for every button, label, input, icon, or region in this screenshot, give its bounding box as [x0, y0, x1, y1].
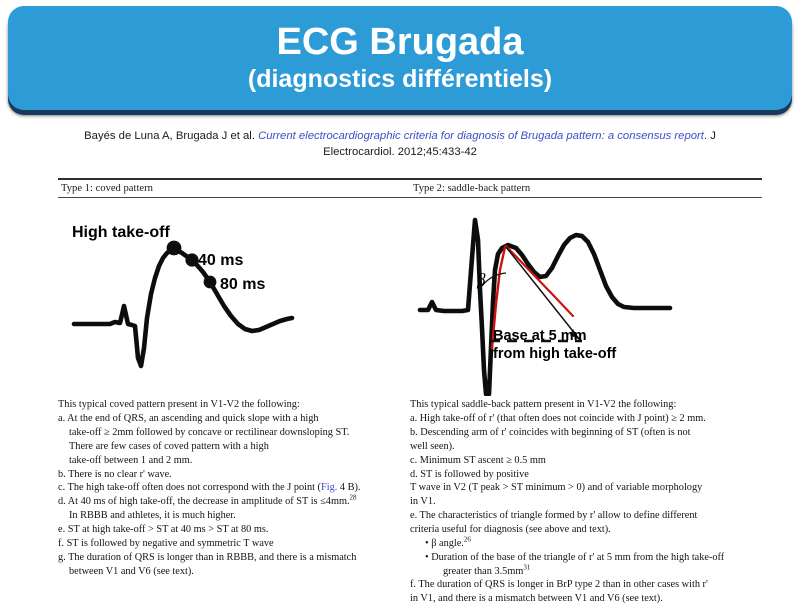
type2-ecg-svg	[410, 198, 762, 396]
type1-header: Type 1: coved pattern	[61, 183, 153, 194]
type2-ecg-trace	[420, 220, 670, 394]
left-item-b: b. There is no clear r' wave.	[58, 468, 172, 480]
right-bullet-duration2-text: greater than 3.5mm	[443, 565, 524, 577]
right-item-e2: criteria useful for diagnosis (see above and text).	[410, 523, 611, 535]
panel-type2-saddleback	[410, 198, 762, 396]
citation-source: . J Electrocardiol. 2012;45:433-42	[323, 130, 716, 159]
right-bullet-duration: • Duration of the base of the triangle of r' at 5 mm from the high take-off	[425, 551, 725, 563]
left-item-d2: In RBBB and athletes, it is much higher.	[69, 510, 236, 522]
right-item-b2: well seen).	[410, 440, 455, 452]
right-item-d3: in V1.	[410, 496, 436, 508]
right-item-f: f. The duration of QRS is longer in BrP type 2 than in other cases with r'	[410, 579, 708, 591]
citation-authors: Bayés de Luna A, Brugada J et al.	[84, 130, 259, 142]
left-item-d-text: d. At 40 ms of high take-off, the decrease in amplitude of ST is ≤4mm.	[58, 496, 350, 508]
right-bullet-duration-text: Duration of the base of the triangle of r' at 5 mm from the high take-off	[431, 551, 725, 563]
left-item-d-footnote: 28	[349, 493, 357, 502]
panel-type1-coved	[58, 198, 410, 396]
right-item-e: e. The characteristics of triangle formed by r' allow to define different	[410, 510, 698, 522]
type2-waveform-art	[410, 198, 762, 396]
left-item-d	[58, 495, 404, 509]
left-item-a3: There are few cases of coved pattern with a high	[69, 440, 269, 452]
right-criteria-column	[410, 398, 762, 606]
triangle-base-pointer	[506, 247, 580, 340]
left-item-g: g. The duration of QRS is longer than in RBBB, and there is a mismatch	[58, 551, 357, 563]
left-item-c-figlink[interactable]: Fig.	[321, 482, 338, 494]
right-item-b: b. Descending arm of r' coincides with beginning of ST (often is not	[410, 427, 691, 439]
label-high-takeoff: High take-off	[72, 224, 170, 242]
right-item-a: a. High take-off of r' (that often does not coincide with J point) ≥ 2 mm.	[410, 413, 706, 425]
left-criteria-column	[58, 398, 410, 606]
left-item-c-tail: 4 B).	[337, 482, 361, 494]
label-base-line1: Base at 5 mm	[493, 328, 587, 345]
right-item-d: d. ST is followed by positive	[410, 468, 529, 480]
label-40ms: 40 ms	[198, 252, 244, 270]
marker-high-takeoff	[167, 241, 182, 256]
type1-ecg-trace	[74, 249, 292, 366]
right-bullet-duration2-footnote: 31	[523, 563, 531, 572]
left-item-f: f. ST is followed by negative and symmetric T wave	[58, 537, 274, 549]
right-intro: This typical saddle-back pattern present in V1-V2 the following:	[410, 399, 677, 411]
marker-40ms	[185, 254, 198, 267]
left-item-c-text: c. The high take-off often does not correspond with the J point (	[58, 482, 321, 494]
left-item-a	[58, 412, 404, 426]
left-item-a4: take-off between 1 and 2 mm.	[69, 454, 193, 466]
right-bullet-beta: • β angle.$^{26}$	[425, 535, 471, 549]
marker-80ms	[204, 276, 217, 289]
page-subtitle: (diagnostics différentiels)	[247, 64, 553, 93]
triangle-descending-arm	[506, 246, 573, 316]
label-beta-angle: β	[477, 270, 486, 290]
right-bullet-beta-footnote: 26	[463, 535, 471, 544]
left-item-e: e. ST at high take-off > ST at 40 ms > ST at 80 ms.	[58, 523, 269, 535]
title-banner	[8, 6, 792, 110]
right-bullet-beta-text: β angle.	[431, 537, 464, 549]
label-80ms: 80 ms	[220, 276, 266, 294]
right-item-d2: T wave in V2 (T peak > ST minimum > 0) and of variable morphology	[410, 482, 703, 494]
type1-waveform-art	[58, 198, 410, 396]
label-base-5mm	[493, 328, 616, 362]
left-intro: This typical coved pattern present in V1-V2 the following:	[58, 399, 300, 411]
left-item-a-text: a. At the end of QRS, an ascending and quick slope with a high	[58, 413, 319, 425]
right-bullet-duration2	[410, 565, 756, 579]
left-item-g2: between V1 and V6 (see text).	[69, 565, 194, 577]
citation	[48, 128, 752, 161]
left-item-a2: take-off ≥ 2mm followed by concave or rectilinear downsloping ST.	[69, 427, 350, 439]
citation-article-title: Current electrocardiographic criteria for diagnosis of Brugada pattern: a consensus report	[258, 130, 704, 142]
figure-panels	[58, 198, 762, 396]
type2-header: Type 2: saddle-back pattern	[413, 183, 531, 194]
page-title: ECG Brugada	[276, 20, 524, 63]
right-item-f2: in V1, and there is a mismatch between V1 and V6 (see text).	[410, 593, 663, 605]
criteria-text-columns	[58, 398, 762, 606]
right-item-c: c. Minimum ST ascent ≥ 0.5 mm	[410, 454, 546, 466]
label-base-line2: from high take-off	[493, 345, 617, 362]
figure-block	[58, 178, 762, 605]
figure-type-headers	[58, 180, 762, 197]
